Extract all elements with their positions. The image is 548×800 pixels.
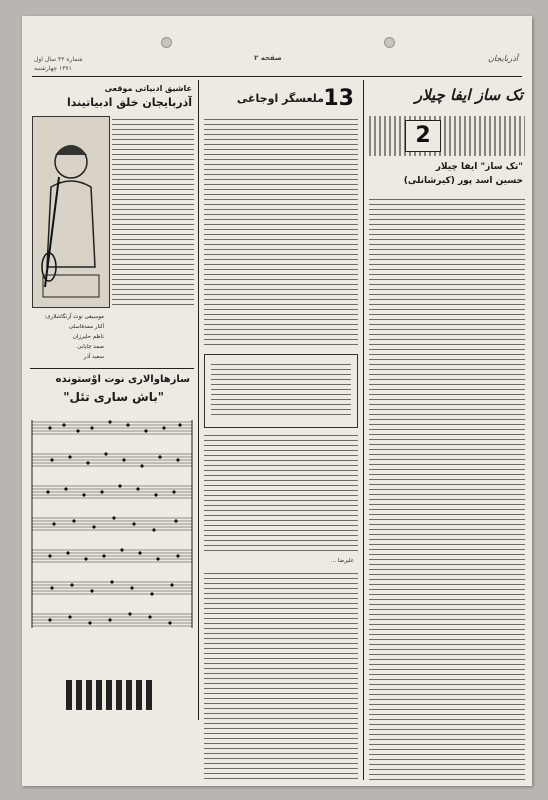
credits-item: آلتار ممدقاسلی [68,324,104,330]
article-number: 13 [323,86,354,111]
credits-item: صمد چایانی [77,344,104,350]
middle-body-text [204,432,358,552]
middle-column [204,82,358,782]
credits-heading: موسیقی نوت آرنگاشلاری: [44,314,104,320]
music-headline: سازهاوالاری نوت اوْستونده [55,374,190,385]
binder-hole-icon [161,37,172,48]
column-divider [198,80,199,720]
ashiq-illustration [32,116,110,308]
left-headline: آذربایجان خلق ادبیاتیندا [67,96,192,109]
right-subtitle: "تک ساز" ایفا چیلار [435,162,523,172]
left-kicker: عاشیق ادبیاتی موقعی [104,84,192,93]
box-caption: علیرضا ... [330,558,354,564]
left-column [30,82,194,782]
series-badge: 2 [405,120,441,152]
right-headline: تک ساز ایفا چیلار [414,86,523,104]
credits-item: سعید آذر [83,354,104,360]
info-box [204,354,358,428]
right-author: حسین اسد پور (کیرشانلی) [403,176,523,186]
issue-line: شماره ۴۳ سال اول [34,56,83,63]
decorative-ornament [66,680,156,710]
middle-body-text [204,570,358,782]
page-label: صفحه ۲ [254,54,282,62]
info-box-text [211,361,351,419]
middle-headline: ملعسگر اوجاغی [236,92,324,105]
ornament-band [369,116,525,156]
section-rule [30,368,194,369]
credits-item: ناظم حلیرزان [72,334,104,340]
right-body-text [369,196,525,782]
left-body-text [112,116,194,306]
header-rule [32,76,522,77]
issue-date: ۱۳۷۱ چهارشنبه [34,65,72,72]
newspaper-page [22,16,532,786]
column-divider [363,80,364,780]
sheet-music [30,412,194,662]
middle-body-text [204,116,358,348]
masthead: آذربایجان [487,54,518,63]
music-subheadline: "باش ساری تئل" [63,390,164,404]
binder-hole-icon [384,37,395,48]
right-column [369,82,525,782]
